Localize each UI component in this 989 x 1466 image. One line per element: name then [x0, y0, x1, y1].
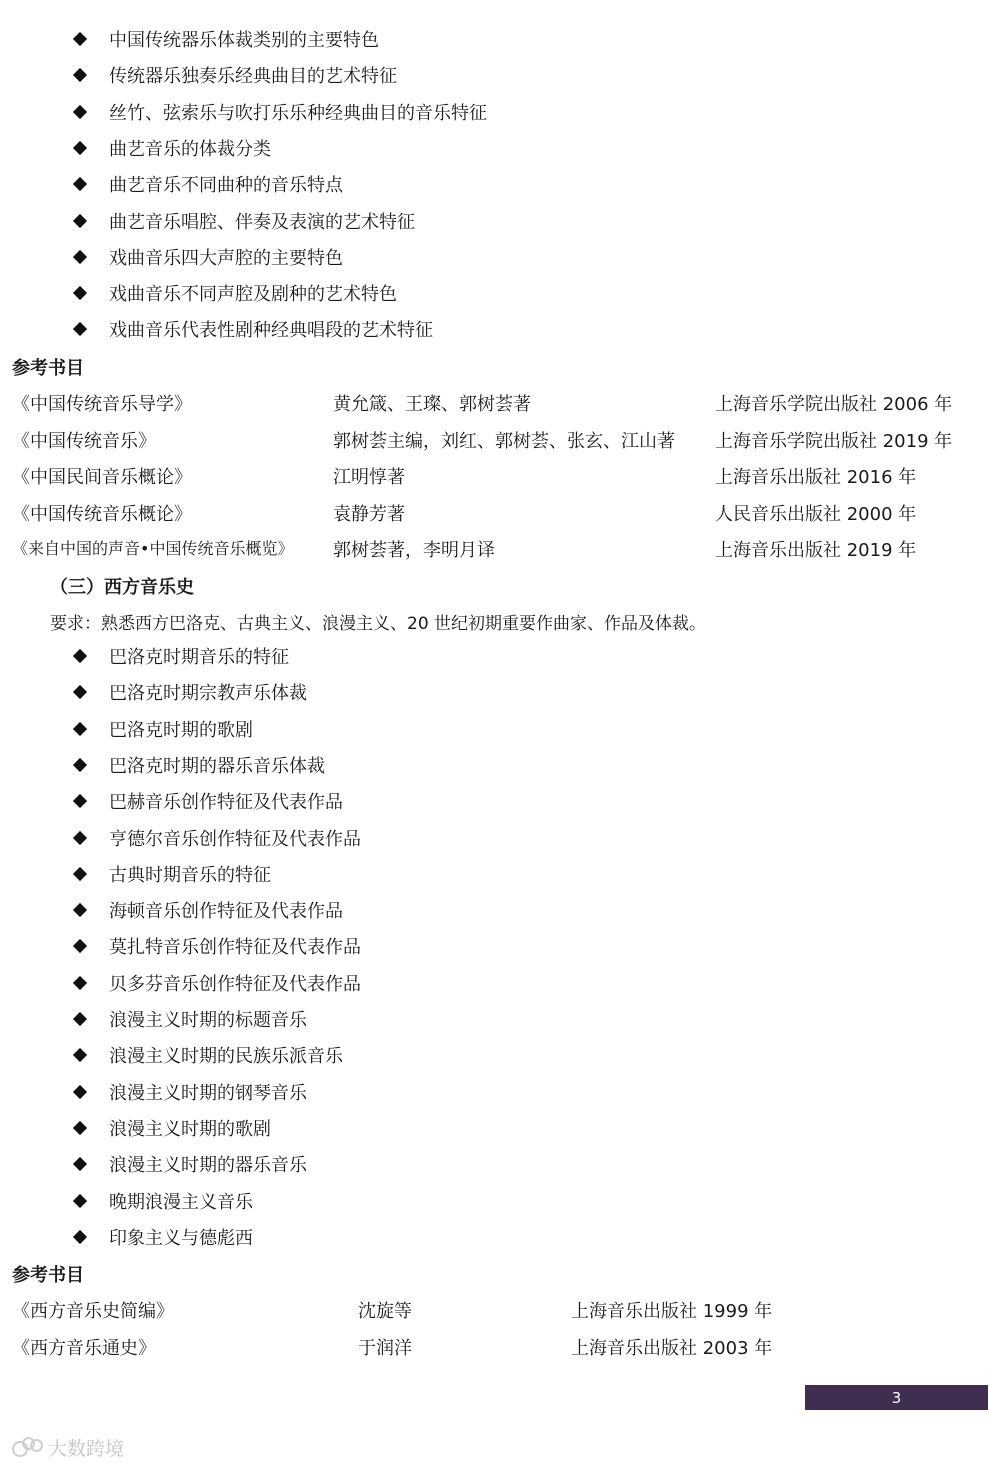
- ref-publisher: 上海音乐出版社 2003 年: [571, 1337, 773, 1359]
- bullet-text: 印象主义与德彪西: [109, 1227, 253, 1249]
- bullet-item: [71, 275, 397, 311]
- diamond-bullet-icon: [71, 275, 89, 311]
- bullet-text: 浪漫主义时期的歌剧: [109, 1118, 271, 1140]
- section-requirement: 要求：熟悉西方巴洛克、古典主义、浪漫主义、20 世纪初期重要作曲家、作品及体裁。: [50, 614, 707, 634]
- diamond-bullet-icon: [71, 203, 89, 239]
- diamond-bullet-icon: [71, 747, 89, 783]
- bullet-text: 浪漫主义时期的民族乐派音乐: [109, 1046, 343, 1068]
- ref-author: 郭树荟主编，刘红、郭树荟、张玄、江山著: [333, 430, 675, 452]
- bullet-item: [71, 747, 325, 783]
- diamond-bullet-icon: [71, 130, 89, 166]
- ref-publisher: 人民音乐出版社 2000 年: [715, 503, 917, 525]
- diamond-bullet-icon: [71, 711, 89, 747]
- bullet-item: [71, 130, 271, 166]
- references-heading: 参考书目: [12, 1265, 84, 1286]
- ref-author: 沈旋等: [358, 1301, 412, 1322]
- diamond-bullet-icon: [71, 1146, 89, 1182]
- watermark: [12, 1434, 124, 1461]
- ref-author: 郭树荟著，李明月译: [333, 540, 495, 561]
- bullet-text: 曲艺音乐不同曲种的音乐特点: [109, 175, 343, 197]
- bullet-item: [71, 1001, 307, 1037]
- diamond-bullet-icon: [71, 1219, 89, 1255]
- bullet-item: [71, 965, 361, 1001]
- diamond-bullet-icon: [71, 1037, 89, 1073]
- bullet-text: 海顿音乐创作特征及代表作品: [109, 901, 343, 923]
- diamond-bullet-icon: [71, 1074, 89, 1110]
- bullet-item: [71, 57, 397, 93]
- page-number: 3: [891, 1388, 902, 1407]
- bullet-item: [71, 674, 307, 710]
- bullet-text: 戏曲音乐代表性剧种经典唱段的艺术特征: [109, 320, 433, 342]
- bullet-text: 浪漫主义时期的器乐音乐: [109, 1155, 307, 1177]
- bullet-item: [71, 892, 343, 928]
- watermark-text: 大数跨境: [48, 1438, 125, 1460]
- references-heading: 参考书目: [12, 358, 84, 379]
- bullet-item: [71, 94, 487, 130]
- ref-publisher: 上海音乐出版社 2016 年: [715, 467, 917, 488]
- bullet-item: [71, 820, 361, 856]
- bullet-text: 亨德尔音乐创作特征及代表作品: [109, 828, 361, 850]
- diamond-bullet-icon: [71, 638, 89, 674]
- bullet-text: 戏曲音乐不同声腔及剧种的艺术特色: [109, 284, 397, 306]
- bullet-text: 浪漫主义时期的标题音乐: [109, 1010, 307, 1031]
- diamond-bullet-icon: [71, 856, 89, 892]
- ref-title: 《中国传统音乐导学》: [12, 394, 192, 415]
- ref-publisher: 上海音乐学院出版社 2019 年: [715, 430, 953, 452]
- diamond-bullet-icon: [71, 674, 89, 710]
- section-title: （三）西方音乐史: [50, 577, 194, 598]
- bullet-text: 传统器乐独奏乐经典曲目的艺术特征: [109, 66, 397, 88]
- bullet-text: 浪漫主义时期的钢琴音乐: [109, 1082, 307, 1104]
- ref-title: 《中国传统音乐概论》: [12, 503, 192, 525]
- bullet-item: [71, 1110, 271, 1146]
- bullet-text: 莫扎特音乐创作特征及代表作品: [109, 937, 361, 959]
- ref-author: 于润洋: [358, 1337, 412, 1359]
- bullet-item: [71, 1219, 253, 1255]
- bullet-item: [71, 928, 361, 964]
- bullet-item: [71, 1074, 307, 1110]
- ref-title: 《西方音乐通史》: [12, 1337, 156, 1359]
- diamond-bullet-icon: [71, 1110, 89, 1146]
- ref-publisher: 上海音乐学院出版社 2006 年: [715, 394, 953, 415]
- ref-publisher: 上海音乐出版社 1999 年: [571, 1301, 773, 1322]
- bullet-item: [71, 638, 289, 674]
- ref-author: 江明惇著: [333, 467, 405, 488]
- bullet-item: [71, 21, 379, 57]
- diamond-bullet-icon: [71, 965, 89, 1001]
- ref-publisher: 上海音乐出版社 2019 年: [715, 540, 917, 561]
- diamond-bullet-icon: [71, 892, 89, 928]
- bullet-text: 巴赫音乐创作特征及代表作品: [109, 792, 343, 814]
- diamond-bullet-icon: [71, 94, 89, 130]
- bullet-item: [71, 239, 343, 275]
- diamond-bullet-icon: [71, 166, 89, 202]
- bullet-item: [71, 203, 415, 239]
- bullet-text: 曲艺音乐唱腔、伴奏及表演的艺术特征: [109, 211, 415, 233]
- diamond-bullet-icon: [71, 1183, 89, 1219]
- ref-title: 《中国民间音乐概论》: [12, 467, 192, 488]
- diamond-bullet-icon: [71, 239, 89, 275]
- bullet-text: 巴洛克时期的器乐音乐体裁: [109, 755, 325, 777]
- ref-title: 《中国传统音乐》: [12, 430, 156, 452]
- ref-author: 黄允箴、王璨、郭树荟著: [333, 394, 531, 415]
- bullet-text: 巴洛克时期宗教声乐体裁: [109, 683, 307, 705]
- diamond-bullet-icon: [71, 783, 89, 819]
- bullet-text: 巴洛克时期的歌剧: [109, 719, 253, 741]
- bullet-item: [71, 166, 343, 202]
- bullet-text: 丝竹、弦索乐与吹打乐乐种经典曲目的音乐特征: [109, 102, 487, 124]
- brand-logo-icon: [12, 1437, 42, 1459]
- bullet-text: 曲艺音乐的体裁分类: [109, 138, 271, 160]
- bullet-item: [71, 1037, 343, 1073]
- ref-title: 《西方音乐史简编》: [12, 1301, 174, 1322]
- diamond-bullet-icon: [71, 820, 89, 856]
- bullet-text: 古典时期音乐的特征: [109, 864, 271, 886]
- bullet-text: 中国传统器乐体裁类别的主要特色: [109, 30, 379, 51]
- diamond-bullet-icon: [71, 311, 89, 347]
- diamond-bullet-icon: [71, 21, 89, 57]
- bullet-item: [71, 1146, 307, 1182]
- bullet-item: [71, 783, 343, 819]
- bullet-item: [71, 711, 253, 747]
- diamond-bullet-icon: [71, 57, 89, 93]
- diamond-bullet-icon: [71, 928, 89, 964]
- ref-author: 袁静芳著: [333, 503, 405, 525]
- page-number-bar: [805, 1385, 988, 1410]
- ref-title: 《来自中国的声音•中国传统音乐概览》: [12, 539, 294, 558]
- bullet-item: [71, 311, 433, 347]
- bullet-text: 晚期浪漫主义音乐: [109, 1191, 253, 1213]
- bullet-text: 巴洛克时期音乐的特征: [109, 647, 289, 668]
- bullet-item: [71, 1183, 253, 1219]
- bullet-item: [71, 856, 271, 892]
- diamond-bullet-icon: [71, 1001, 89, 1037]
- bullet-text: 贝多芬音乐创作特征及代表作品: [109, 973, 361, 995]
- bullet-text: 戏曲音乐四大声腔的主要特色: [109, 247, 343, 269]
